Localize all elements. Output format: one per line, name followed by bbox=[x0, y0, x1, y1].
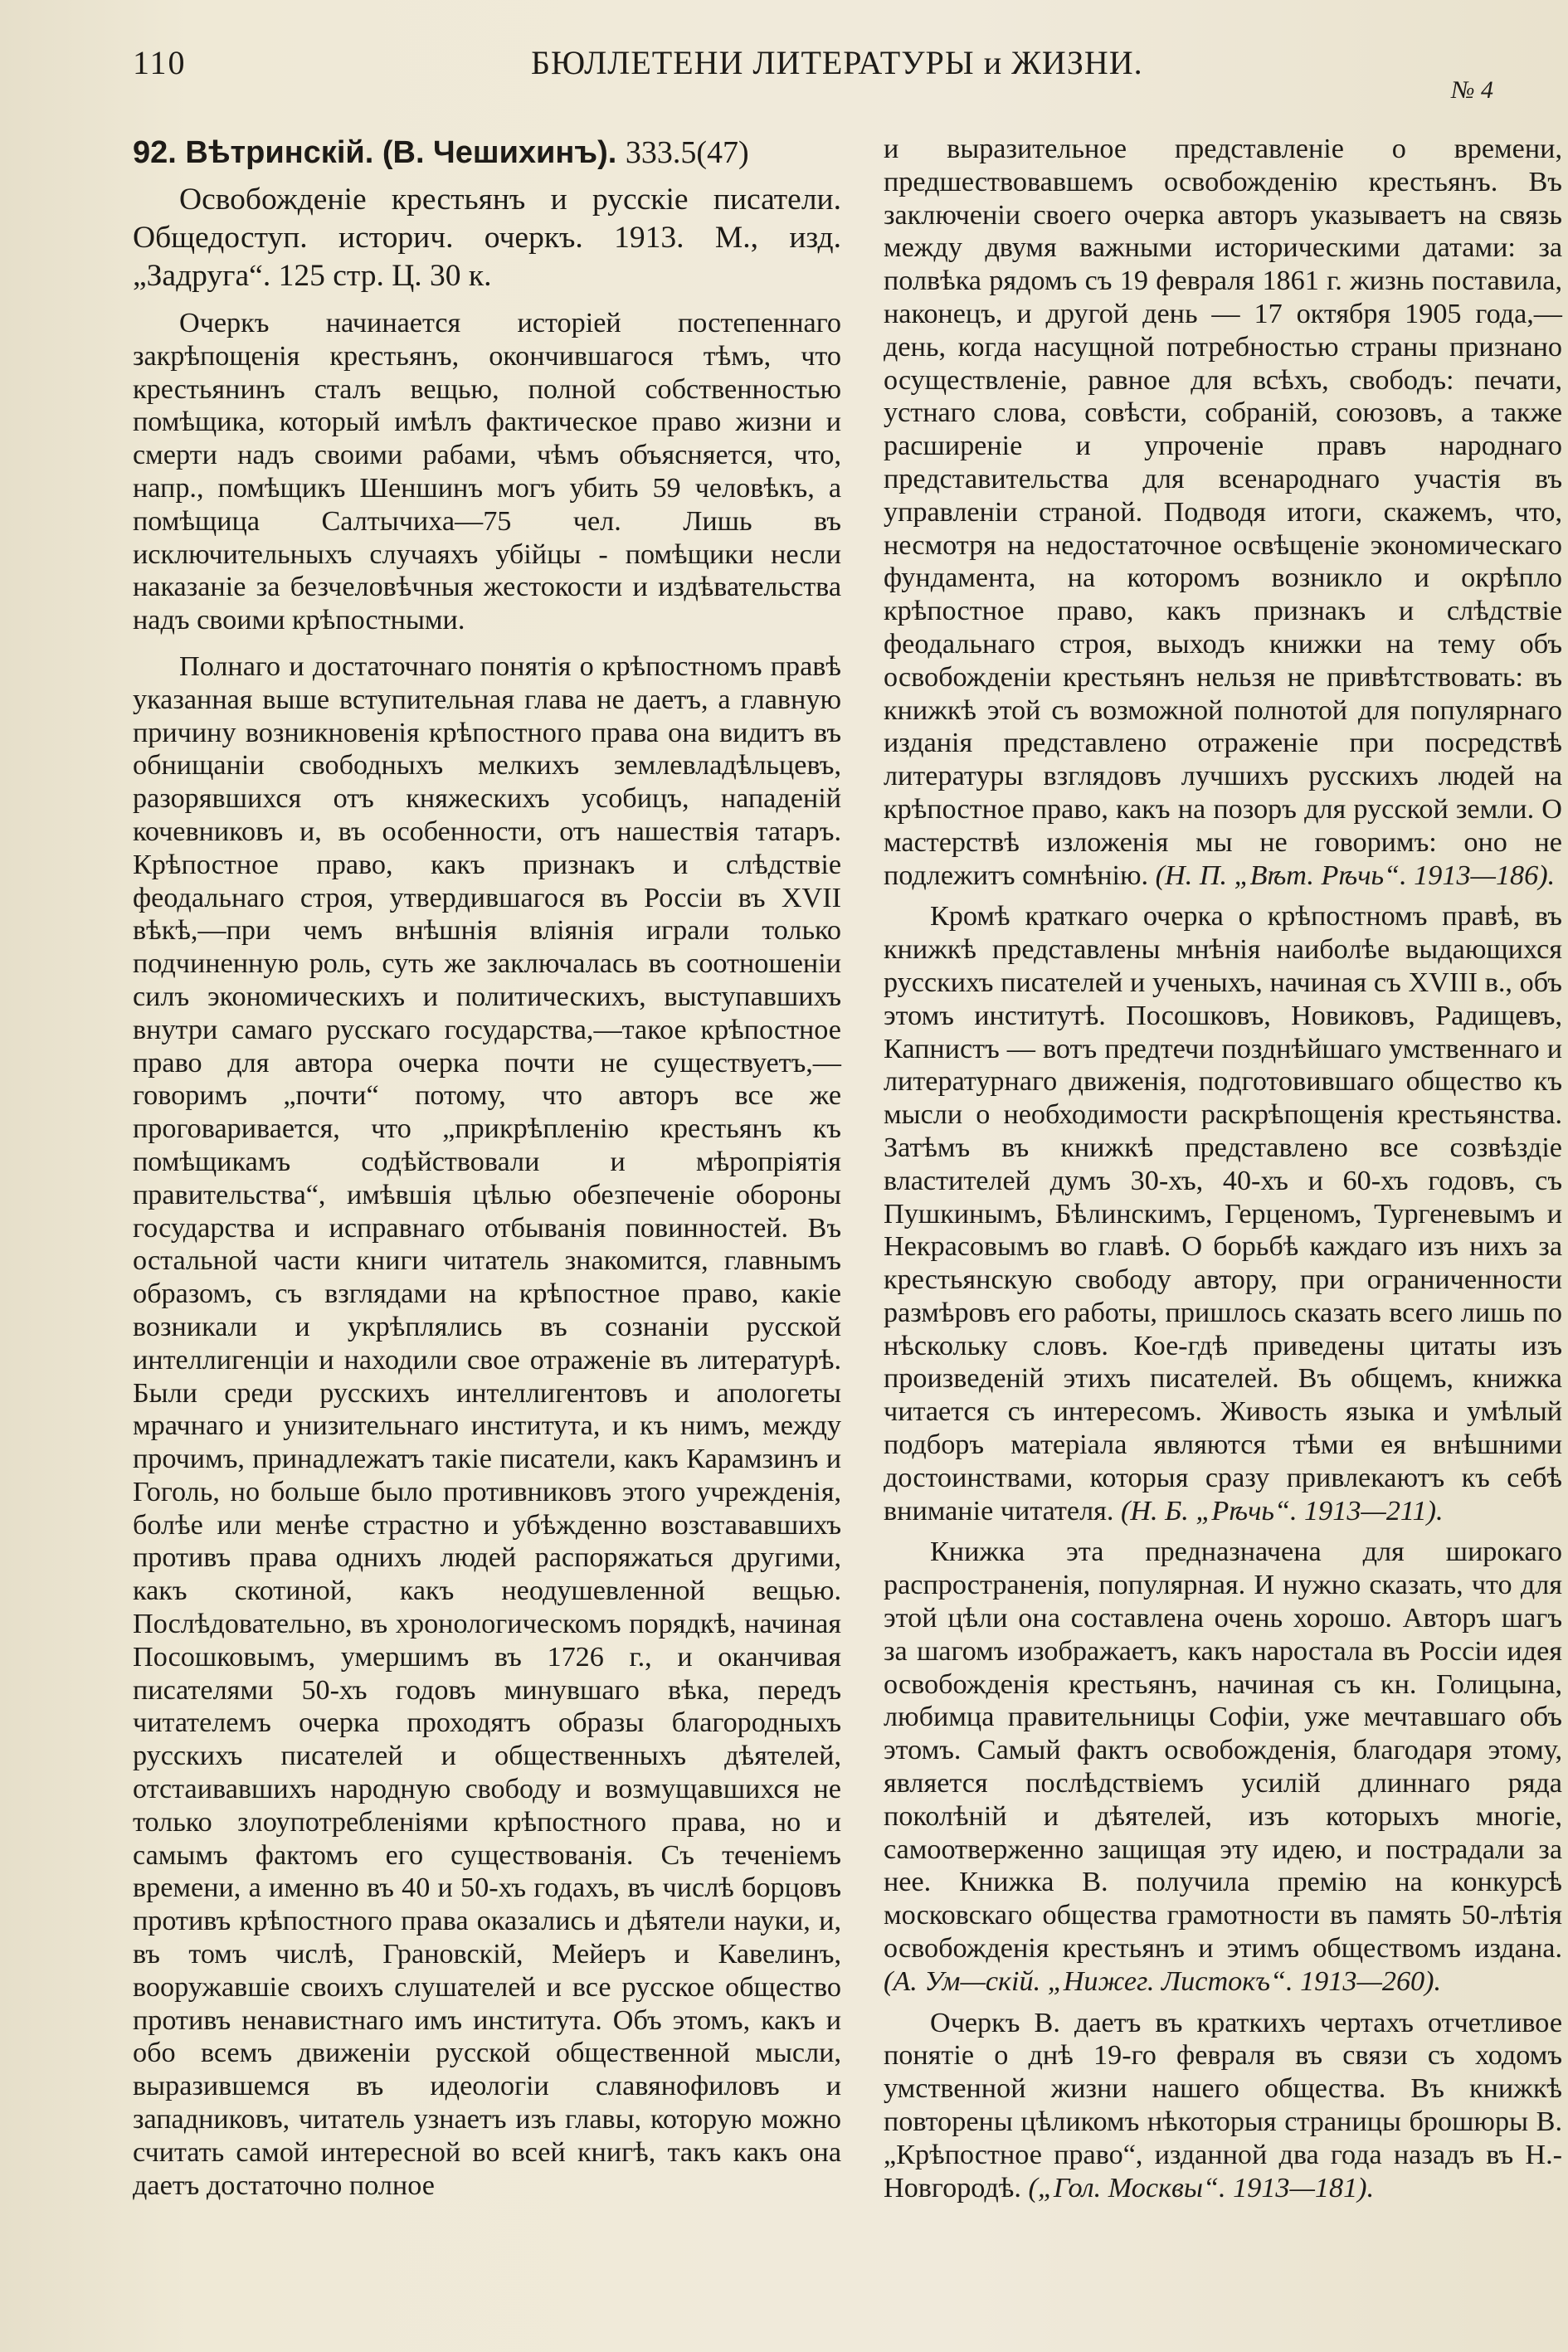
paragraph-text: Кромѣ краткаго очерка о крѣпостномъ правѣ, въ книжкѣ представлены мнѣнія наиболѣе выдающихся русскихъ писателей и ученыхъ, начиная съ XVIII в., объ этомъ институтѣ. Посошковъ, Новиковъ, Радищевъ, Капнистъ — вотъ предтечи позднѣйшаго умственнаго и литературнаго движенія, подготовившаго общество къ мысли о необходимости раскрѣпощенія крестьянства. Затѣмъ въ книжкѣ представлено все созвѣздіе властителей думъ 30-хъ, 40-хъ и 60-хъ годовъ, съ Пушкинымъ, Бѣлинскимъ, Герценомъ, Тургеневымъ и Некрасовымъ во главѣ. О борьбѣ каждаго изъ нихъ за крестьянскую свободу автору, при ограниченности размѣровъ его работы, пришлось сказать всего лишь по нѣскольку словъ. Кое-гдѣ приведены цитаты изъ произведеній этихъ писателей. Въ общемъ, книжка читается съ интересомъ. Живость языка и умѣлый подборъ матеріала являются тѣми ея внѣшними достоинствами, которыя сразу привлекаютъ къ себѣ вниманіе читателя. bbox=[884, 901, 1562, 1527]
paragraph: Полнаго и достаточнаго понятія о крѣпостномъ правѣ указанная выше вступительная глава не даетъ, а главную причину возникновенія крѣпостного права она видитъ въ обнищаніи свободныхъ мелкихъ землевладѣльцевъ, разорявшихся отъ княжескихъ усобицъ, нападеній кочевниковъ и, въ особенности, отъ нашествія татаръ. Крѣпостное право, какъ признакъ и слѣдствіе феодальнаго строя, утвердившагося въ Россіи въ XVII вѣкѣ,—при чемъ внѣшнія вліянія играли только подчиненную роль, суть же заключалась въ соотношеніи силъ экономическихъ и политическихъ, выступавшихъ внутри самаго русскаго государства,—такое крѣпостное право для автора очерка почти не существуетъ,—говоримъ „почти“ потому, что авторъ все же проговаривается, что „прикрѣпленію крестьянъ къ помѣщикамъ содѣйствовали и мѣропріятія правительства“, имѣвшія цѣлью обезпеченіе обороны государства и исправнаго отбыванія повинностей. Въ остальной части книги читатель знакомится, главнымъ образомъ, съ взглядами на крѣпостное право, какіе возникали и укрѣплялись въ сознаніи русской интеллигенціи и находили свое отраженіе въ литературѣ. Были среди русскихъ интеллигентовъ и апологеты мрачнаго и унизительнаго института, и къ нимъ, между прочимъ, принадлежатъ такіе писатели, какъ Карамзинъ и Гоголь, но больше было противниковъ этого учрежденія, болѣе или менѣе страстно и убѣжденно возстававшихъ противъ права однихъ людей распоряжаться другими, какъ скотиной, какъ неодушевленной вещью. Послѣдовательно, въ хронологическомъ порядкѣ, начиная Посошковымъ, умершимъ въ 1726 г., и оканчивая писателями 50-хъ годовъ минувшаго вѣка, передъ читателемъ очерка проходятъ образы благородныхъ русскихъ писателей и общественныхъ дѣятелей, отстаивавшихъ народную свободу и возмущавшихся не только злоупотребленіями крѣпостного права, но и самымъ фактомъ его существованія. Съ теченіемъ времени, а именно въ 40 и 50-хъ годахъ, въ числѣ борцовъ противъ крѣпостного права оказались и дѣятели науки, и, въ томъ числѣ, Грановскій, Мейеръ и Кавелинъ, вооружавшіе своихъ слушателей и все русское общество противъ ненавистнаго имъ института. Объ этомъ, какъ и обо всемъ движеніи русской общественной мысли, выразившемся въ идеологіи славянофиловъ и западниковъ, читатель узнаетъ изъ главы, которую можно считать самой интересной во всей книгѣ, такъ какъ она даетъ достаточно полное bbox=[133, 650, 841, 2201]
left-column bbox=[133, 133, 841, 2202]
source-reference: (А. Ум—скій. „Нижег. Листокъ“. 1913—260). bbox=[884, 1965, 1442, 1997]
source-reference: („Гол. Москвы“. 1913—181). bbox=[1028, 2172, 1375, 2203]
paragraph-text: Книжка эта предназначена для широкаго распространенія, популярная. И нужно сказать, что для этой цѣли она составлена очень хорошо. Авторъ шагъ за шагомъ изображаетъ, какъ наростала въ Россіи идея освобожденія крестьянъ, начиная съ кн. Голицына, любимца правительницы Софіи, уже мечтавшаго объ этомъ. Самый фактъ освобожденія, благодаря этому, является послѣдствіемъ усилій длиннаго ряда поколѣній и дѣятелей, изъ которыхъ многіе, самоотверженно защищая эту идею, и пострадали за нее. Книжка В. получила премію на конкурсѣ московскаго общества грамотности въ память 50-лѣтія освобожденія крестьянъ и этимъ обществомъ издана. bbox=[884, 1536, 1562, 1965]
running-head bbox=[133, 43, 1518, 104]
entry-title: Освобожденіе крестьянъ и русскіе писатели. Общедоступ. историч. очеркъ. 1913. М., изд. „Задруга“. 125 стр. Ц. 30 к. bbox=[133, 183, 841, 293]
source-reference: (Н. П. „Вѣт. Рѣчь“. 1913—186). bbox=[1155, 859, 1556, 891]
paragraph-text: Очеркъ В. даетъ въ краткихъ чертахъ отчетливое понятіе о днѣ 19-го февраля въ связи съ ходомъ умственной жизни нашего общества. Въ книжкѣ повторены цѣликомъ нѣкоторыя страницы брошюры В. „Крѣпостное право“, изданной два года назадъ въ Н.-Новгородѣ. bbox=[884, 2007, 1562, 2203]
paragraph bbox=[884, 133, 1562, 892]
paragraph bbox=[884, 1536, 1562, 1998]
page-number: 110 bbox=[133, 44, 187, 81]
paragraph bbox=[884, 2007, 1562, 2205]
source-reference: (Н. Б. „Рѣчь“. 1913—211). bbox=[1120, 1495, 1444, 1527]
header-title: БЮЛЛЕТЕНИ ЛИТЕРАТУРЫ и ЖИЗНИ. bbox=[531, 44, 1143, 81]
issue-number: № 4 bbox=[1451, 76, 1493, 104]
paragraph: Очеркъ начинается исторіей постепеннаго закрѣпощенія крестьянъ, окончившагося тѣмъ, что крестьянинъ сталъ вещью, полной собственностью помѣщика, который имѣлъ фактическое право жизни и смерти надъ своими рабами, чѣмъ объясняется, что, напр., помѣщикъ Шеншинъ могъ убить 59 человѣкъ, а помѣщица Салтычиха—75 чел. Лишь въ исключительныхъ случаяхъ убійцы - помѣщики несли наказаніе за безчеловѣчныя жестокости и издѣвательства надъ своими крѣпостными. bbox=[133, 308, 841, 636]
paragraph bbox=[884, 900, 1562, 1527]
right-column bbox=[884, 133, 1562, 2204]
entry-number-author: 92. Вѣтринскій. (В. Чешихинъ). bbox=[133, 135, 617, 170]
paragraph-text: и выразительное представленіе о времени, предшествовавшемъ освобожденію крестьянъ. Въ заключеніи своего очерка авторъ указываетъ на связь между двумя важными историческими датами: за полвѣка рядомъ съ 19 февраля 1861 г. жизнь поставила, наконецъ, и другой день — 17 октября 1905 года,—день, когда насущной потребностью страны признано осуществленіе, равное для всѣхъ, свободъ: печати, устнаго слова, совѣсти, собраній, союзовъ, а также расширеніе и упроченіе правъ народнаго представительства для всенароднаго участія въ управленіи страной. Подводя итоги, скажемъ, что, несмотря на недостаточное освѣщеніе экономическаго фундамента, на которомъ возникло и окрѣпло крѣпостное право, какъ признакъ и слѣдствіе феодальнаго строя, выходъ книжки на тему объ освобожденіи крестьянъ нельзя не привѣтствовать: въ книжкѣ этой съ возможной полнотой для популярнаго изданія представлено отраженіе при посредствѣ литературы взглядовъ лучшихъ русскихъ людей на крѣпостное право, какъ на позоръ для русской земли. О мастерствѣ изложенія мы не говоримъ: оно не подлежитъ сомнѣнію. bbox=[884, 134, 1562, 891]
entry-heading bbox=[133, 133, 841, 173]
entry-classification-code: 333.5(47) bbox=[625, 135, 749, 170]
